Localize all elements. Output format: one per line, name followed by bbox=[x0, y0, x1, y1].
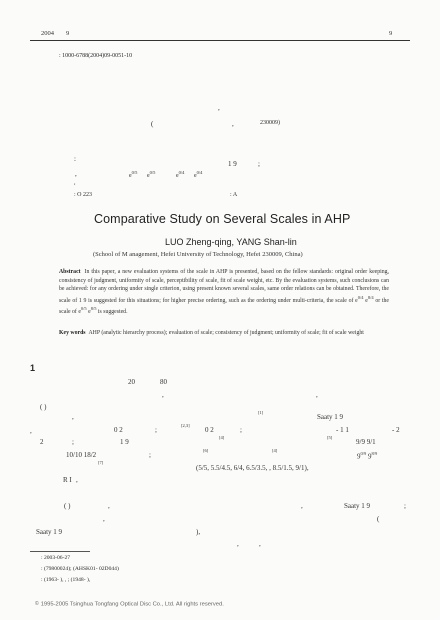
body-frag-comma: , bbox=[162, 391, 164, 399]
abstract-text: In this paper, a new evaluation systems of the scale in AHP is presented, based on the fellow standards: original order keeping, consistency of judgment, uniformity of scale, perceptibility of scale, fit of scale weight, etc. By the evaluation systems, such conclusions can be achieved: for any ordering under single criterion, using present known several scales, same order relations can be obtained. Therefore, the scale of 1 9 is suggested for this situations; for higher precise ordering, such as the ordering under multi-criteria, the scale of e bbox=[59, 269, 389, 304]
body-frag-1-9: 1 9 bbox=[120, 438, 129, 446]
header-year: 2004 bbox=[41, 30, 54, 37]
cn-abstract-semicolon: ; bbox=[258, 160, 260, 168]
body-frag-comma: , bbox=[76, 476, 78, 484]
body-frag-comma: , bbox=[103, 515, 105, 523]
keywords-text: AHP (analytic hierarchy process); evaluation of scale; consistency of judgment; uniformity of scale; fit of scale weight bbox=[88, 330, 364, 336]
body-frag-comma: , bbox=[259, 540, 261, 548]
body-frag-comma: , bbox=[108, 502, 110, 510]
body-frag-minus-2: - 2 bbox=[392, 426, 400, 434]
body-frag-20: 20 bbox=[128, 378, 135, 386]
body-frag-comma: , bbox=[301, 502, 303, 510]
body-frag-paren2: ( ) bbox=[64, 502, 71, 510]
footnote-received-date: : 2003-06-27 bbox=[41, 555, 71, 561]
body-frag-semicolon: ; bbox=[72, 438, 74, 446]
body-frag-saaty-2: Saaty 1 9 bbox=[344, 502, 371, 510]
body-frag-close-paren: ), bbox=[196, 528, 201, 536]
cn-affiliation-comma: , bbox=[232, 120, 234, 128]
keywords-label: Key words bbox=[59, 330, 86, 336]
body-ref-4: [4] bbox=[219, 435, 225, 440]
footnote-funding: : (79800024); (AHSK01- 02D044) bbox=[41, 566, 119, 572]
english-authors: LUO Zheng-qing, YANG Shan-lin bbox=[165, 237, 297, 247]
body-ref-2-3: [2,3] bbox=[181, 423, 190, 428]
section-1-number: 1 bbox=[30, 363, 36, 373]
body-frag-10-10: 10/10 18/2 bbox=[66, 451, 97, 459]
cn-affiliation-paren: ( bbox=[151, 120, 154, 128]
body-frag-comma: , bbox=[72, 413, 74, 421]
body-frag-semicolon: ; bbox=[240, 426, 242, 434]
cn-abstract-comma-2: , bbox=[74, 180, 76, 186]
body-frag-2: 2 bbox=[40, 438, 44, 446]
cn-abstract-comma: , bbox=[75, 170, 77, 178]
body-frag-0-2b: 0 2 bbox=[205, 426, 214, 434]
body-ref-4b: [4] bbox=[272, 448, 278, 453]
english-abstract: Abstract In this paper, a new evaluation systems of the scale in AHP is presented, based on the fellow standards: original order keeping, consistency of judgment, uniformity of scale, perceptibility of scale, fit of scale weight, etc. By the evaluation systems, such conclusions can be achieved: for any ordering under single criterion, using present known several scales, same order relations can be obtained. Therefore, the scale of 1 9 is suggested for this situations; for higher precise ordering, such as the ordering under multi-criteria, the scale of $e^{0/4}$ $e^{8/4}$ or the scale of $e^{0/5}$ $e^{8/5}$ is suggested. bbox=[59, 269, 390, 316]
body-frag-comma: , bbox=[30, 427, 32, 435]
body-frag-sequence: (5/5, 5.5/4.5, 6/4, 6.5/3.5, , 8.5/1.5, 9/1), bbox=[196, 464, 309, 472]
footnote-author-bio: : (1963- ), , ; (1948- ), bbox=[41, 577, 91, 583]
body-frag-9-9: 9/9 9/1 bbox=[356, 438, 376, 446]
cn-comma: , bbox=[218, 104, 220, 112]
cn-classification-number: : O 223 bbox=[74, 192, 92, 198]
header-page-number: 9 bbox=[389, 30, 393, 37]
body-frag-comma: , bbox=[237, 540, 239, 548]
english-keywords bbox=[59, 329, 389, 338]
body-frag-semicolon: ; bbox=[149, 451, 151, 459]
cn-abstract-e2: $e^{0/5}$ bbox=[147, 170, 156, 179]
footnote-rule bbox=[30, 551, 90, 552]
body-ref-1: [1] bbox=[258, 410, 264, 415]
body-frag-saaty-3: Saaty 1 9 bbox=[36, 528, 63, 536]
header-rule bbox=[30, 40, 410, 41]
body-frag-9-exp: $9^{0/9}$ $9^{8/9}$ bbox=[357, 451, 378, 461]
body-frag-0-2: 0 2 bbox=[114, 426, 123, 434]
body-ref-7: [7] bbox=[98, 460, 104, 465]
body-frag-ri: R I bbox=[63, 476, 72, 484]
english-title: Comparative Study on Several Scales in AHP bbox=[94, 212, 351, 226]
cn-abstract-e1: $e^{0/5}$ bbox=[129, 170, 138, 179]
cn-abstract-colon: : bbox=[74, 155, 76, 163]
body-frag-semicolon: ; bbox=[404, 502, 406, 510]
cn-abstract-e4: $e^{0/4}$ bbox=[194, 170, 203, 179]
body-frag-80: 80 bbox=[160, 378, 167, 386]
body-ref-5: [5] bbox=[327, 435, 333, 440]
body-ref-6: [6] bbox=[203, 448, 209, 453]
abstract-label: Abstract bbox=[59, 269, 81, 275]
header-month: 9 bbox=[66, 30, 70, 37]
body-frag-saaty: Saaty 1 9 bbox=[317, 413, 344, 421]
copyright-icon: © bbox=[35, 601, 39, 607]
body-frag-semicolon: ; bbox=[155, 426, 157, 434]
body-frag-comma: , bbox=[316, 391, 318, 399]
body-frag-paren: ( ) bbox=[40, 403, 47, 411]
cn-abstract-e3: $e^{0/4}$ bbox=[176, 170, 185, 179]
article-number: : 1000-6788(2004)09-0051-10 bbox=[59, 53, 133, 59]
cn-document-code: : A bbox=[230, 192, 238, 198]
copyright-line: © 1995-2005 Tsinghua Tongfang Optical Disc Co., Ltd. All rights reserved. bbox=[35, 601, 224, 608]
english-affiliation: (School of M anagement, Hefei University of Technology, Hefei 230009, China) bbox=[93, 251, 303, 258]
body-frag-paren3: ( bbox=[377, 515, 380, 523]
cn-abstract-nine-scale: 1 9 bbox=[228, 160, 237, 168]
body-frag-minus-1-1: - 1 1 bbox=[336, 426, 349, 434]
cn-affiliation-zip: 230009) bbox=[260, 120, 280, 126]
